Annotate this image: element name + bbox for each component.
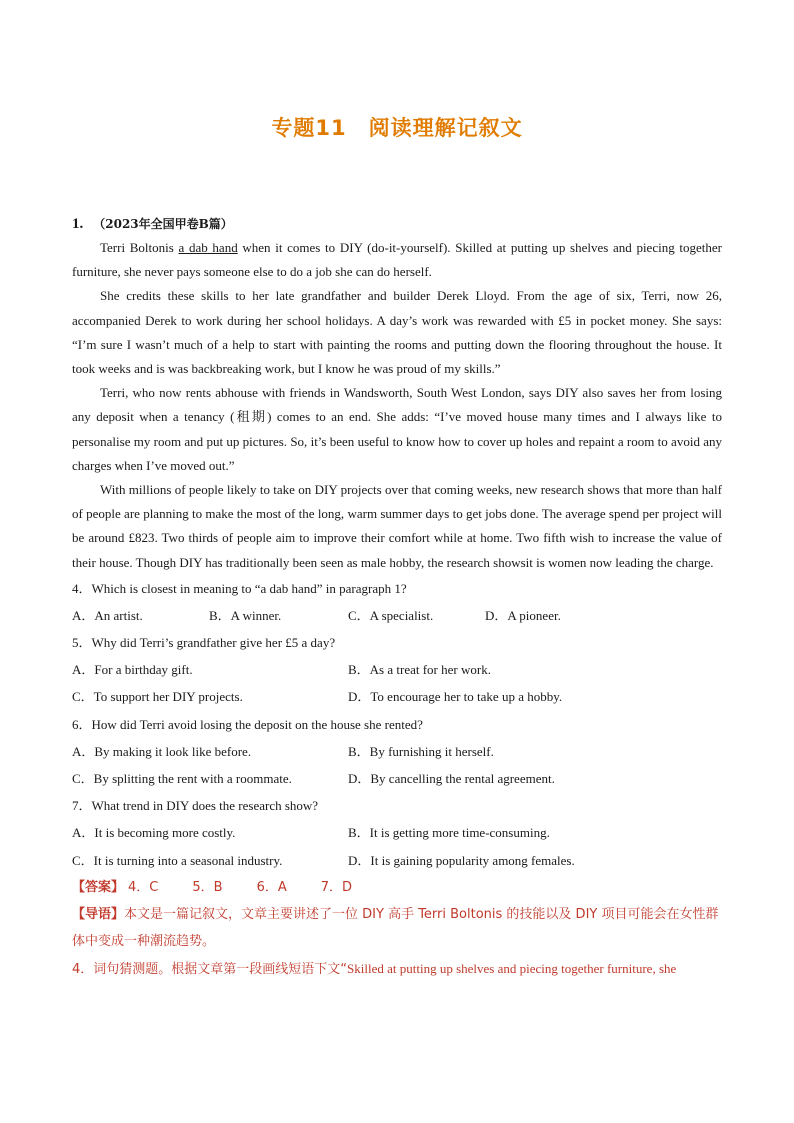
answer-value: 4．C xyxy=(128,879,159,895)
option-d: D．By cancelling the rental agreement. xyxy=(348,771,555,787)
paragraph-4: With millions of people likely to take on DIY projects over that coming weeks, new research shows that more than half of people are planning to make the most of the long, warm summer days to get jobs done. The average spend per project will be around £823. Two thirds of people aim to improve their comfort while at home. Two fifth wish to increase the value of their house. Though DIY has traditionally been seen as male hobby, the research showsit is women now leading the charge. xyxy=(72,482,722,570)
answer-value: 5．B xyxy=(192,879,223,895)
answer-line xyxy=(72,874,722,901)
option-row xyxy=(72,738,722,765)
option-row xyxy=(72,656,722,683)
option-c: C．By splitting the rent with a roommate. xyxy=(72,771,292,787)
option-d: D．It is gaining popularity among females. xyxy=(348,852,575,868)
answer-value: 7．D xyxy=(320,879,353,895)
option-c: C．A specialist. xyxy=(348,607,434,623)
question-stem: 4．Which is closest in meaning to “a dab hand” in paragraph 1? xyxy=(72,580,407,596)
underlined-phrase: a dab hand xyxy=(178,240,238,255)
option-a: A．It is becoming more costly. xyxy=(72,825,236,841)
option-row xyxy=(72,602,722,629)
paragraph-2: She credits these skills to her late grandfather and builder Derek Lloyd. From the age of six, Terri, now 26, accompanied Derek to work during her school holidays. A day’s work was rewarded with £5 in pocket money. She says: “I’m sure I wasn’t much of a help to start with painting the rooms and putting down the flooring throughout the house. It took weeks and is was backbreaking work, but I know he was proud of my skills.” xyxy=(72,288,722,377)
question-source: （2023年全国甲卷B篇） xyxy=(93,217,233,231)
question-stem: 5．Why did Terri’s grandfather give her £5 a day? xyxy=(72,635,336,651)
option-row xyxy=(72,819,722,846)
title-topic: 专题11 xyxy=(271,116,347,140)
option-d: D．To encourage her to take up a hobby. xyxy=(348,689,563,705)
question-number: 1. xyxy=(72,216,84,232)
guide-label: 【导语】 xyxy=(72,906,125,922)
option-row xyxy=(72,683,722,710)
answer-value: 6．A xyxy=(256,879,287,895)
question-header xyxy=(72,212,722,236)
guide-text: 本文是一篇记叙文，文章主要讲述了一位 DIY 高手 Terri Boltonis 的技能以及 DIY 项目可能会在女性群体中变成一种潮流趋势。 xyxy=(72,906,719,949)
question-stem: 6．How did Terri avoid losing the deposit on the house she rented? xyxy=(72,716,423,732)
answer-label: 【答案】 xyxy=(72,879,125,895)
question-stem: 7．What trend in DIY does the research show? xyxy=(72,798,319,814)
option-b: B．A winner. xyxy=(209,607,282,623)
option-b: B．As a treat for her work. xyxy=(348,662,491,678)
explanation-line xyxy=(72,955,722,983)
option-a: A．By making it look like before. xyxy=(72,743,252,759)
paragraph-1: Terri Boltonis a dab hand when it comes to DIY (do-it-yourself). Skilled at putting up shelves and piecing together furniture, she never pays someone else to do a job she can do herself. xyxy=(72,240,722,280)
option-b: B．By furnishing it herself. xyxy=(348,743,494,759)
page-title xyxy=(0,112,794,142)
option-c: C．It is turning into a seasonal industry. xyxy=(72,852,283,868)
title-subject: 阅读理解记叙文 xyxy=(368,116,523,140)
guide-paragraph xyxy=(72,901,722,955)
explanation-prefix: 4．词句猜测题。根据文章第一段画线短语下文“ xyxy=(72,961,348,977)
option-row xyxy=(72,847,722,874)
option-b: B．It is getting more time-consuming. xyxy=(348,825,550,841)
option-a: A．For a birthday gift. xyxy=(72,662,193,678)
explanation-quote: Skilled at putting up shelves and piecing together furniture, she xyxy=(347,960,677,976)
option-c: C．To support her DIY projects. xyxy=(72,689,243,705)
paragraph-3: Terri, who now rents abhouse with friends in Wandsworth, South West London, says DIY also saves her from losing any deposit when a tenancy (租期) comes to an end. She adds: “I’ve moved house many times and I always like to personalise my room and put up pictures. So, it’s been useful to know how to cover up holes and repaint a room to avoid any charges when I’ve moved out.” xyxy=(72,385,722,473)
content xyxy=(72,212,722,983)
option-row xyxy=(72,765,722,792)
option-d: D．A pioneer. xyxy=(485,607,561,623)
option-a: A．An artist. xyxy=(72,607,143,623)
